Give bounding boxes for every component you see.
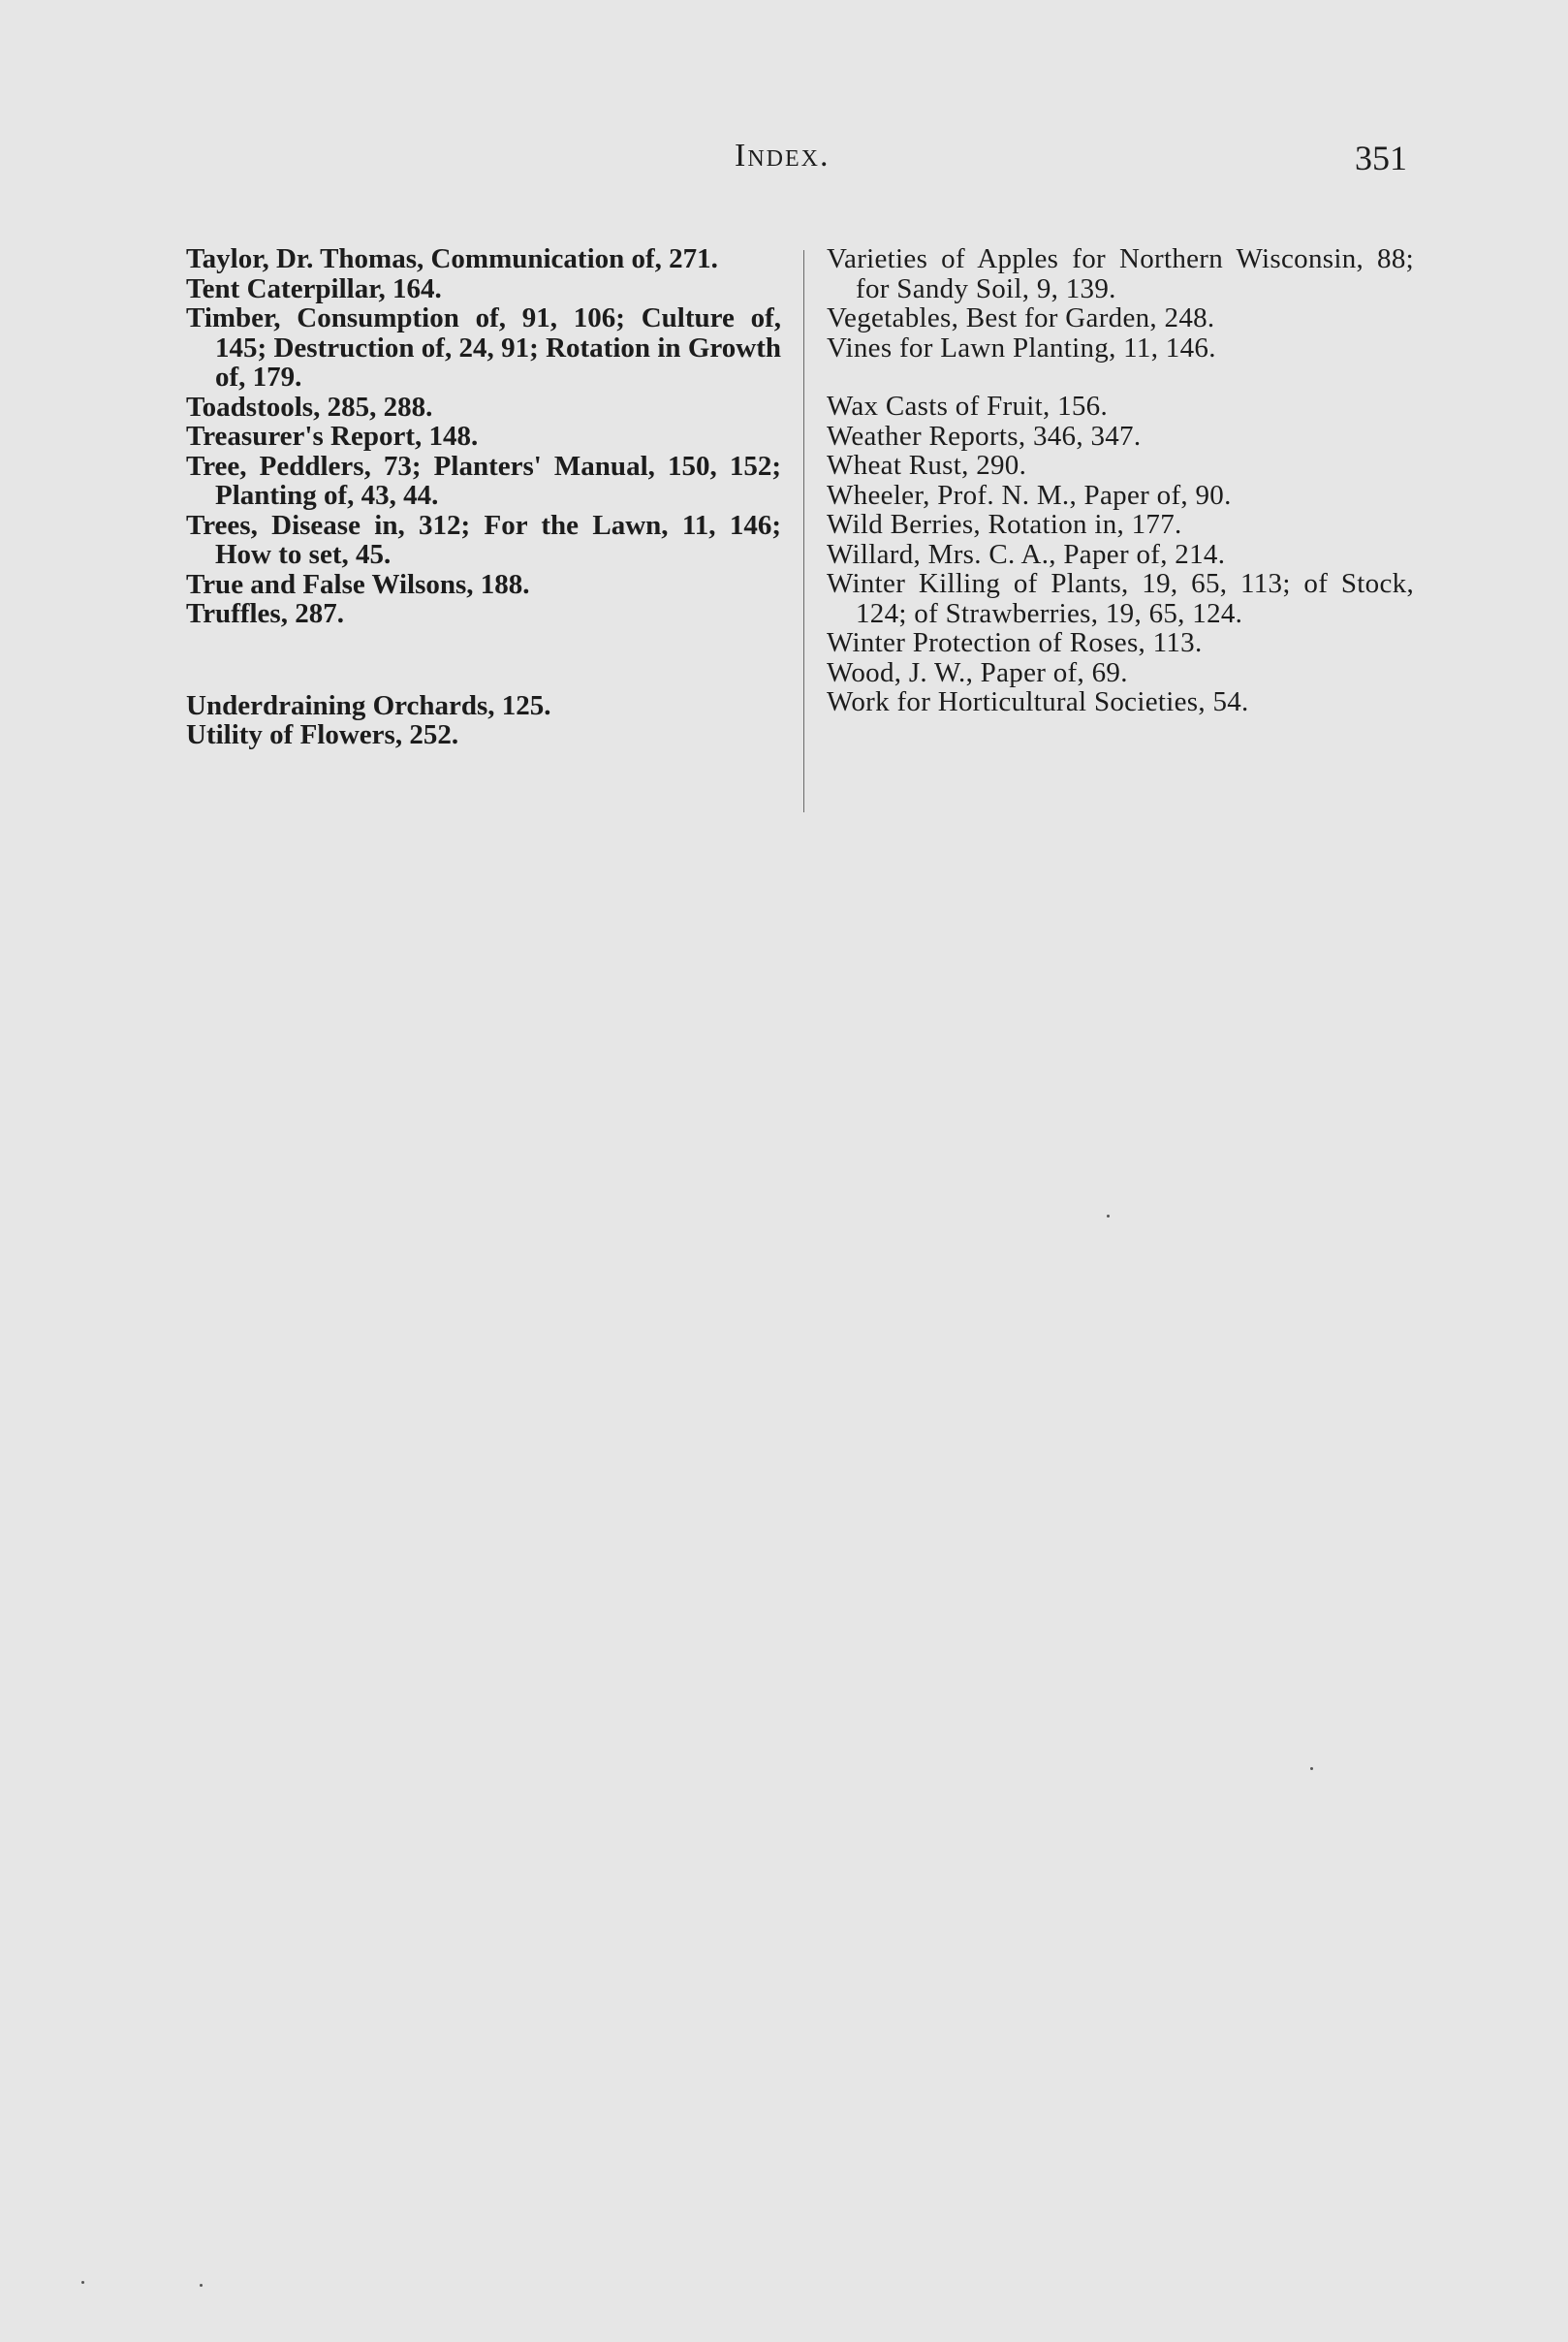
index-entry: Vegetables, Best for Garden, 248. bbox=[827, 302, 1215, 333]
index-entry: Tent Caterpillar, 164. bbox=[186, 272, 442, 304]
index-entry: Truffles, 287. bbox=[186, 598, 344, 629]
index-entry: Winter Protection of Roses, 113. bbox=[827, 627, 1203, 658]
paper-speck bbox=[1310, 1767, 1313, 1770]
column-divider bbox=[803, 250, 804, 812]
index-entry: Varieties of Apples for Northern Wisconsin, 88; for Sandy Soil, 9, 139. bbox=[827, 243, 1414, 304]
index-entry: Wood, J. W., Paper of, 69. bbox=[827, 656, 1128, 688]
index-entry: Underdraining Orchards, 125. bbox=[186, 689, 551, 721]
page-header bbox=[0, 138, 1568, 186]
index-entry: Wild Berries, Rotation in, 177. bbox=[827, 509, 1182, 540]
paper-speck bbox=[1107, 1215, 1110, 1218]
paper-speck bbox=[81, 2281, 84, 2284]
index-entry: Wax Casts of Fruit, 156. bbox=[827, 391, 1109, 422]
index-column-right bbox=[827, 244, 1414, 717]
index-entry: Taylor, Dr. Thomas, Communication of, 271. bbox=[186, 243, 718, 274]
index-entry: Tree, Peddlers, 73; Planters' Manual, 150, 152; Planting of, 43, 44. bbox=[186, 450, 781, 511]
index-entry: Work for Horticultural Societies, 54. bbox=[827, 686, 1249, 717]
index-entry: Wheeler, Prof. N. M., Paper of, 90. bbox=[827, 479, 1232, 511]
paper-speck bbox=[200, 2284, 203, 2287]
page-number: 351 bbox=[1355, 139, 1407, 177]
index-entry: Vines for Lawn Planting, 11, 146. bbox=[827, 332, 1216, 364]
index-entry: Toadstools, 285, 288. bbox=[186, 391, 433, 423]
index-column-left bbox=[186, 244, 781, 750]
index-entry: Treasurer's Report, 148. bbox=[186, 421, 479, 452]
index-entry: Timber, Consumption of, 91, 106; Culture of, 145; Destruction of, 24, 91; Rotation in Growth of, 179. bbox=[186, 302, 781, 393]
index-entry: Willard, Mrs. C. A., Paper of, 214. bbox=[827, 538, 1226, 570]
index-entry: Trees, Disease in, 312; For the Lawn, 11, 146; How to set, 45. bbox=[186, 509, 781, 570]
running-head: Index. bbox=[735, 138, 831, 174]
index-entry: True and False Wilsons, 188. bbox=[186, 568, 530, 600]
index-entry: Wheat Rust, 290. bbox=[827, 450, 1027, 481]
index-entry: Utility of Flowers, 252. bbox=[186, 719, 459, 750]
index-entry: Weather Reports, 346, 347. bbox=[827, 420, 1142, 452]
index-entry: Winter Killing of Plants, 19, 65, 113; of Stock, 124; of Strawberries, 19, 65, 124. bbox=[827, 568, 1414, 629]
